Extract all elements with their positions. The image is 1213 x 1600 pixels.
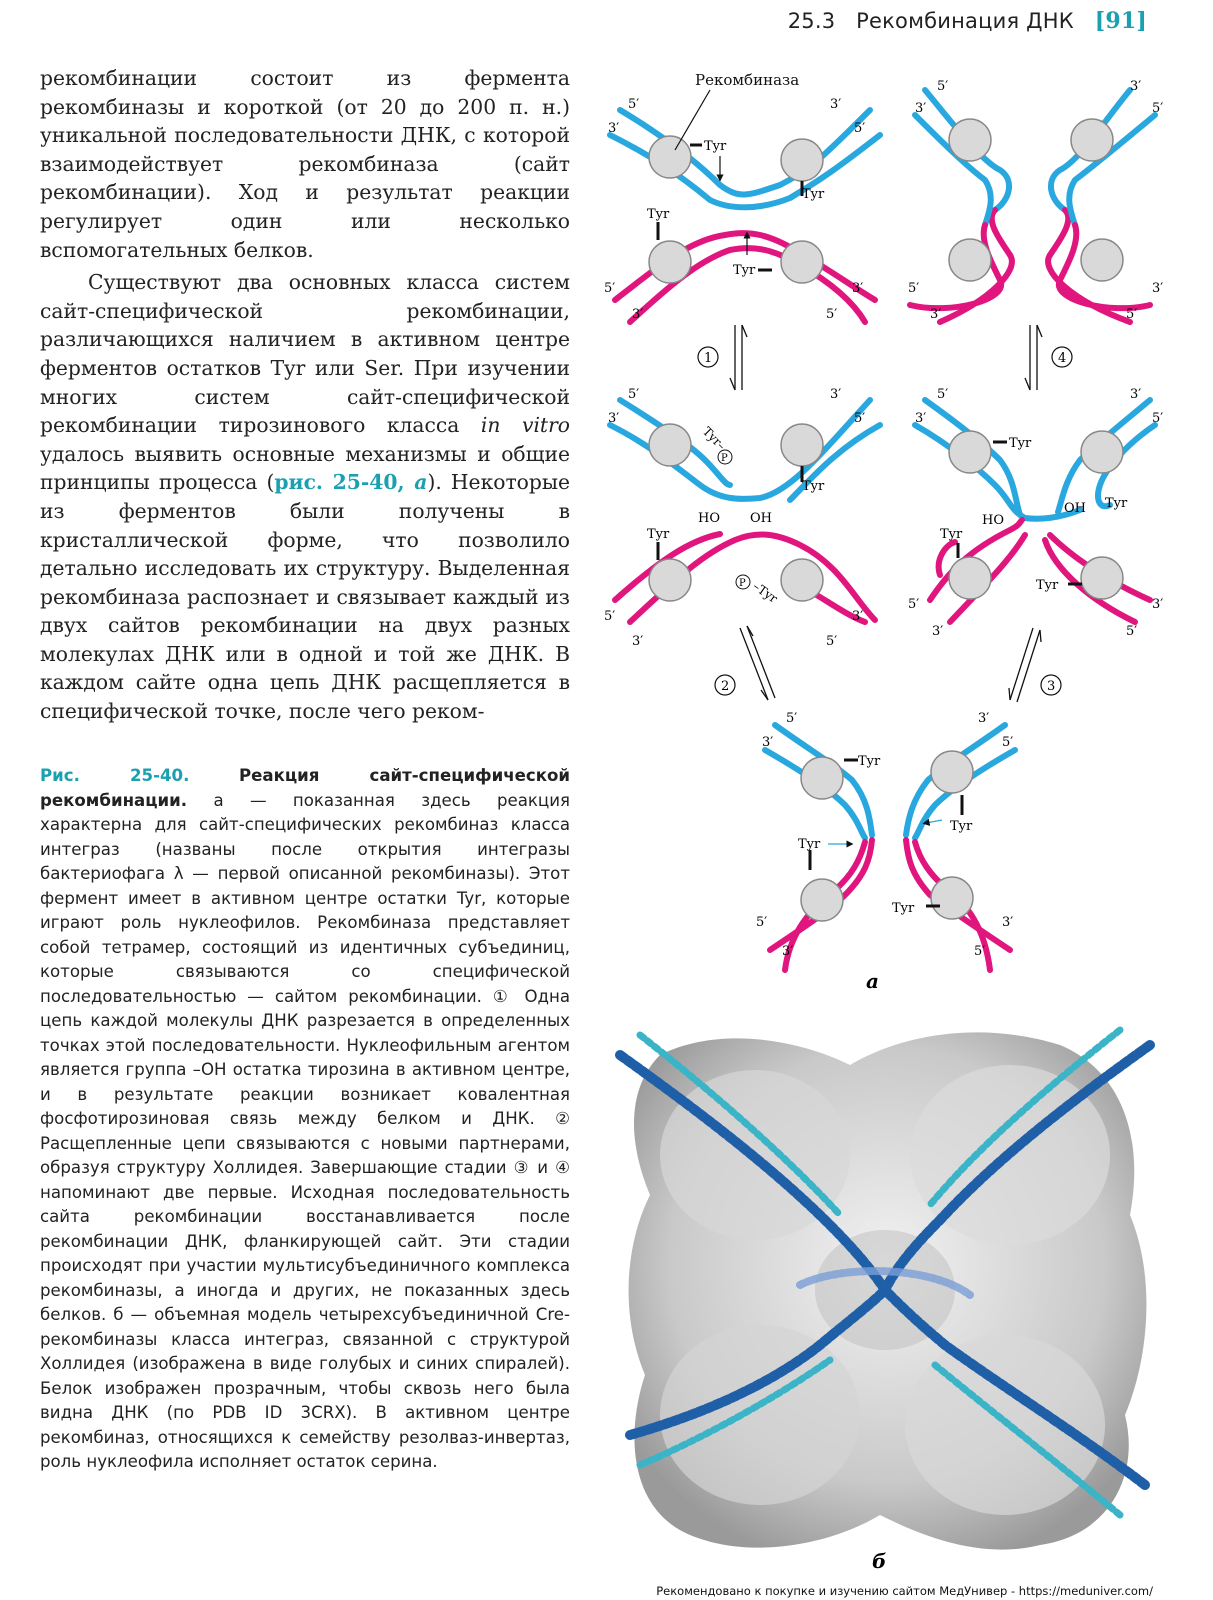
caption-number: Рис. 25-40. <box>40 766 190 785</box>
recombinase-subunit <box>1081 431 1123 473</box>
recombinase-subunit <box>949 239 991 281</box>
step-3-label: 3 <box>1047 679 1056 694</box>
figure-caption <box>40 764 570 1475</box>
equilibrium-arrow-4 <box>1025 325 1042 390</box>
recombinase-subunit <box>1081 557 1123 599</box>
recombinase-subunit <box>931 877 973 919</box>
recombinase-label: Рекомбиназа <box>695 71 800 89</box>
end-5prime: 5′ <box>786 711 798 726</box>
section-number: 25.3 <box>787 9 836 33</box>
end-5prime: 5′ <box>937 387 949 402</box>
end-5prime: 5′ <box>604 609 616 624</box>
recombinase-subunit <box>649 136 691 178</box>
fig-ref-text: рис. 25-40, <box>274 470 405 495</box>
end-5prime: 5′ <box>1126 307 1138 322</box>
body-paragraph-1: рекомбинации состоит из фермента рекомбиназы и короткой (от 20 до 200 п. н.) уникальной последовательности ДНК, с которой взаимодействует рекомбиназа (сайт рекомбинации). Ход и результат реакции регулирует один или несколько вспомогательных белков. <box>40 66 570 262</box>
end-3prime: 3′ <box>608 411 620 426</box>
end-3prime: 3′ <box>830 97 842 112</box>
recombinase-subunit <box>1081 239 1123 281</box>
end-3prime: 3′ <box>1130 79 1142 94</box>
end-5prime: 5′ <box>826 634 838 649</box>
end-5prime: 5′ <box>756 915 768 930</box>
ho-label: HO <box>982 513 1004 528</box>
tyr-label: Tyr <box>940 527 963 542</box>
end-3prime: 3′ <box>915 411 927 426</box>
p2-part-a: Существуют два основных класса систем сайт-специфической рекомбинации, различающихся наличием в активном центре ферментов остатков Tyr или Ser. При изучении многих систем сайт-специфической рекомбинации тирозинового класса <box>40 270 570 438</box>
recombinase-subunit <box>781 241 823 283</box>
tyr-label: Tyr <box>798 837 821 852</box>
running-header <box>788 8 1147 34</box>
tyr-label: Tyr <box>1105 496 1128 511</box>
end-5prime: 5′ <box>1002 735 1014 750</box>
end-3prime: 3′ <box>930 307 942 322</box>
recombinase-subunit <box>781 559 823 601</box>
end-3prime: 3′ <box>632 634 644 649</box>
figure-reference <box>274 470 427 494</box>
figure-panel-a <box>590 60 1190 1000</box>
recombinase-subunit <box>1071 119 1113 161</box>
tyr-label: Tyr <box>802 187 825 202</box>
footer-note: Рекомендовано к покупке и изучению сайтом МедУнивер - https://meduniver.com/ <box>656 1584 1153 1598</box>
end-5prime: 5′ <box>854 121 866 136</box>
step-1-label: 1 <box>704 351 713 366</box>
tyr-p-label: Tyr– <box>699 424 729 453</box>
tyr-label: Tyr <box>892 901 915 916</box>
recombinase-subunit <box>949 557 991 599</box>
figure-panel-b <box>600 1015 1170 1575</box>
body-text <box>40 64 570 726</box>
tyr-label: Tyr <box>733 263 756 278</box>
end-3prime: 3′ <box>978 711 990 726</box>
end-5prime: 5′ <box>604 281 616 296</box>
recombinase-subunit <box>649 559 691 601</box>
recombinase-subunit <box>801 757 843 799</box>
tyr-label: Tyr <box>1036 578 1059 593</box>
oh-label: OH <box>750 511 772 526</box>
recombinase-subunit <box>801 879 843 921</box>
caption-title: Реакция сайт-специфической рекомбинации. <box>40 766 570 810</box>
tyr-label: Tyr <box>647 207 670 222</box>
end-3prime: 3′ <box>782 944 794 959</box>
panel-a-label: а <box>866 969 879 993</box>
recombinase-subunit <box>949 119 991 161</box>
end-3prime: 3′ <box>1152 597 1164 612</box>
end-3prime: 3′ <box>852 609 864 624</box>
p2-part-c: ). Некоторые из ферментов были получены в кристаллической форме, что позволило детально исследовать их структуру. Выделенная рекомбиназа распознает и связывает каждый из двух сайтов рекомбинации на двух разных молекулах ДНК или в одной и той же ДНК. В каждом сайте одна цепь ДНК расщепляется в специфической точке, после чего реком- <box>40 470 571 724</box>
step-2-label: 2 <box>721 679 730 694</box>
tyr-label: Tyr <box>950 819 973 834</box>
tyr-label: Tyr <box>858 754 881 769</box>
ho-label: HO <box>698 511 720 526</box>
phosphate-symbol: P <box>721 453 728 464</box>
equilibrium-arrow-2 <box>740 626 775 700</box>
p2-part-b: удалось выявить основные механизмы и общие принципы процесса ( <box>40 441 570 495</box>
end-3prime: 3′ <box>830 387 842 402</box>
page-number: [91] <box>1094 8 1147 34</box>
tyr-label: Tyr <box>802 479 825 494</box>
recombinase-subunit <box>949 431 991 473</box>
recombinase-subunit <box>931 751 973 793</box>
end-5prime: 5′ <box>854 411 866 426</box>
stage-final <box>910 90 1155 322</box>
recombinase-subunit <box>781 424 823 466</box>
tyr-label: Tyr <box>1009 436 1032 451</box>
end-5prime: 5′ <box>826 307 838 322</box>
end-5prime: 5′ <box>1126 624 1138 639</box>
end-3prime: 3′ <box>632 307 644 322</box>
end-3prime: 3′ <box>915 101 927 116</box>
end-3prime: 3′ <box>852 281 864 296</box>
equilibrium-arrow-1 <box>730 325 747 390</box>
section-title: Рекомбинация ДНК <box>856 9 1074 33</box>
end-3prime: 3′ <box>608 121 620 136</box>
end-5prime: 5′ <box>937 79 949 94</box>
caption-text: а — показанная здесь реакция характерна для сайт-специфических рекомбиназ класса интеграз (названы после открытия интегразы бактериофага λ — первой описанной рекомбиназы). Этот фермент имеет в активном центре остатки Tyr, которые играют роль нуклеофилов. Рекомбиназа представляет собой тетрамер, состоящий из идентичных субъединиц, которые связываются со специфической последовательностью — сайтом рекомбинации. ① Одна цепь каждой молекулы ДНК разрезается в определенных точках этой последовательности. Нуклеофильным агентом является группа –OH остатка тирозина в активном центре, и в результате реакции возникает ковалентная фосфотирозиновая связь между белком и ДНК. ② Расщепленные цепи связываются с новыми партнерами, образуя структуру Холлидея. Завершающие стадии ③ и ④ напоминают две первые. Исходная последовательность сайта рекомбинации восстанавливается после рекомбинации ДНК, фланкирующей сайт. Эти стадии происходят при участии мультисубъединичного комплекса рекомбиназы, а иногда и других, не показанных здесь белков. б — объемная модель четырехсубъединичной Cre-рекомбиназы класса интеграз, связанной с структурой Холлидея (изображена в виде голубых и синих спиралей). Белок изображен прозрачным, чтобы сквозь него была видна ДНК (по PDB ID 3CRX). В активном центре рекомбиназ, относящихся к семейству резолваз-инвертаз, роль нуклеофила исполняет остаток серина. <box>40 790 570 1471</box>
oh-label: OH <box>1064 501 1086 516</box>
end-5prime: 5′ <box>974 944 986 959</box>
end-5prime: 5′ <box>1152 411 1164 426</box>
end-5prime: 5′ <box>1152 101 1164 116</box>
p2-italic: in vitro <box>480 413 570 438</box>
end-3prime: 3′ <box>932 624 944 639</box>
fig-ref-letter: а <box>414 470 428 495</box>
end-3prime: 3′ <box>762 735 774 750</box>
end-3prime: 3′ <box>1130 387 1142 402</box>
tyr-label: Tyr <box>704 139 727 154</box>
phosphate-symbol: P <box>739 578 746 589</box>
body-paragraph-2 <box>40 268 570 726</box>
end-3prime: 3′ <box>1002 915 1014 930</box>
tyr-label: Tyr <box>647 527 670 542</box>
equilibrium-arrow-3 <box>1009 628 1041 702</box>
end-5prime: 5′ <box>908 281 920 296</box>
end-5prime: 5′ <box>628 97 640 112</box>
recombinase-subunit <box>649 241 691 283</box>
step-4-label: 4 <box>1058 351 1067 366</box>
p-tyr-label: –Tyr <box>750 578 781 606</box>
recombinase-subunit <box>781 139 823 181</box>
end-3prime: 3′ <box>1152 281 1164 296</box>
recombinase-subunit <box>649 424 691 466</box>
end-5prime: 5′ <box>628 387 640 402</box>
end-5prime: 5′ <box>908 597 920 612</box>
panel-b-label: б <box>872 1549 887 1573</box>
